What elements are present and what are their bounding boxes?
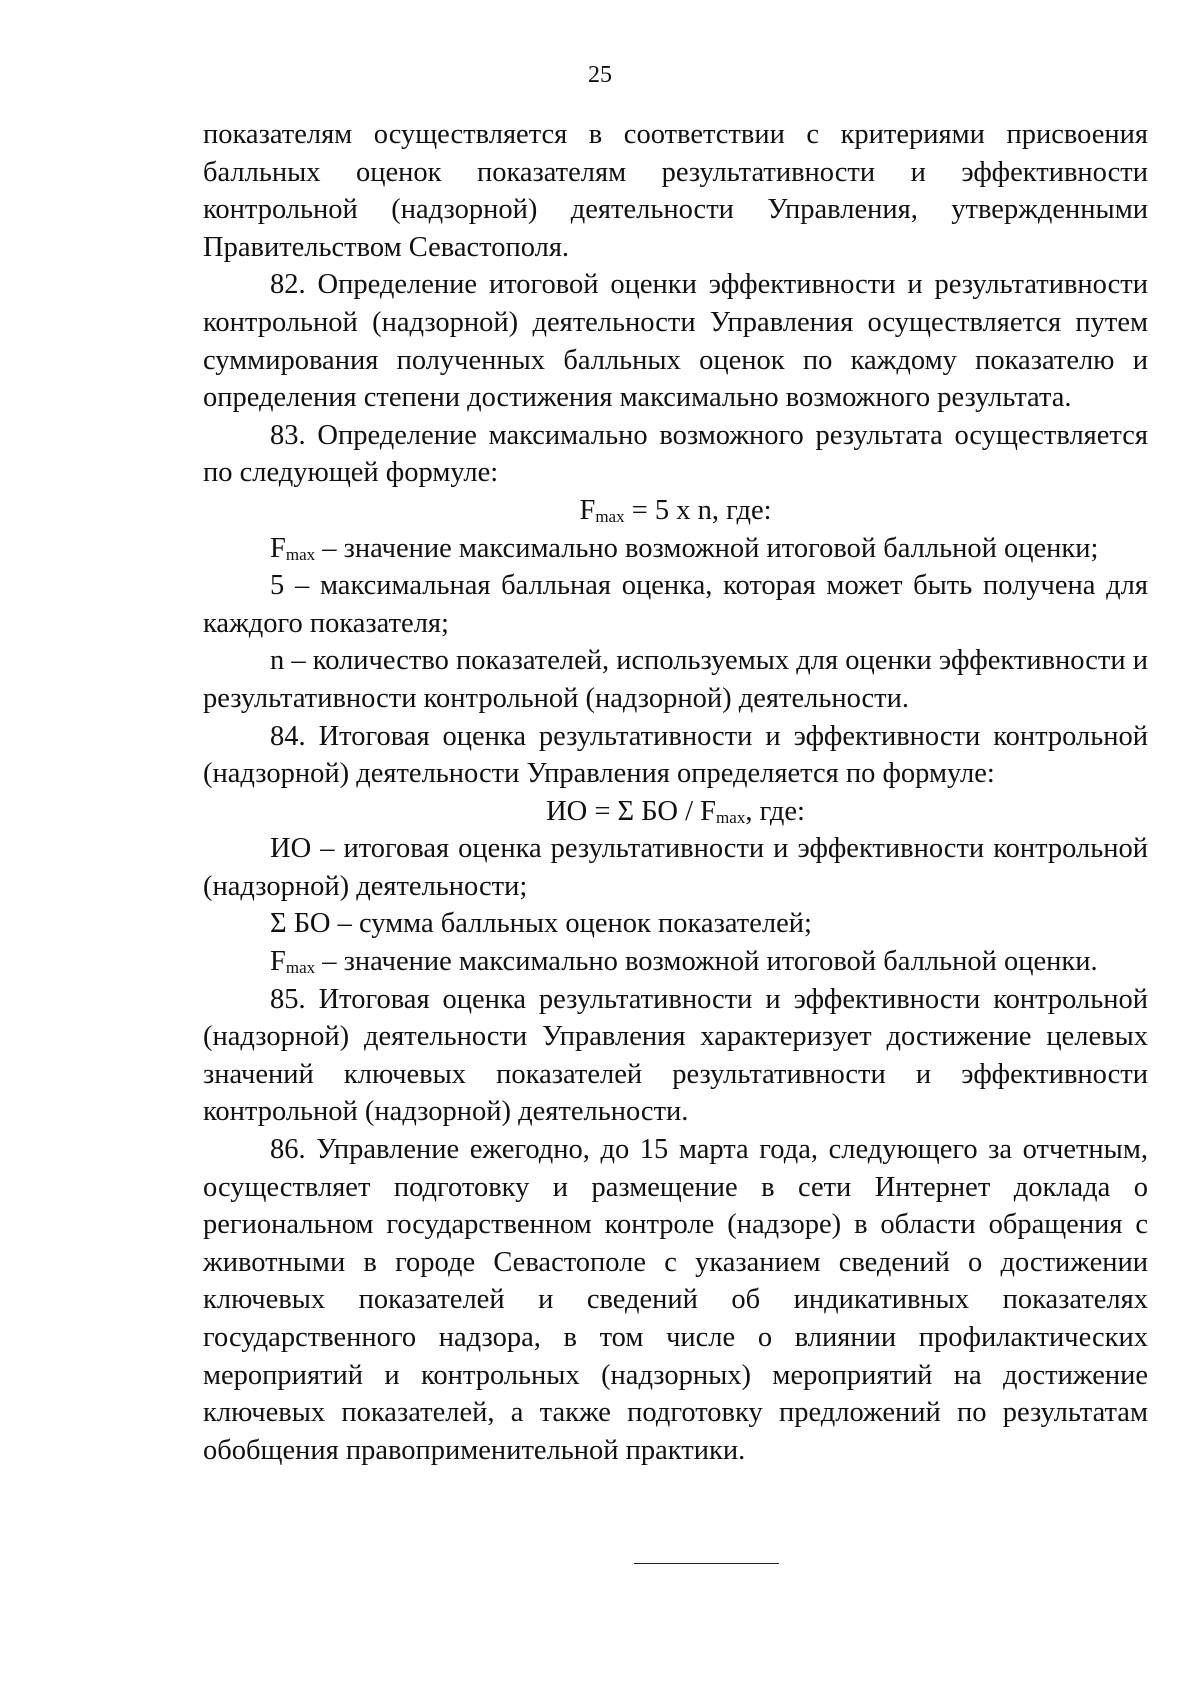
definition-fmax-2 <box>203 943 1148 981</box>
formula-fmax-rhs: = 5 x n, где: <box>624 494 772 526</box>
formula-io-tail: , где: <box>745 795 805 827</box>
formula-fmax-symbol: F <box>579 494 596 526</box>
definition-fmax-text: – значение максимально возможной итоговой балльной оценки; <box>315 532 1099 564</box>
definition-fmax-symbol: F <box>270 532 286 564</box>
formula-io <box>203 793 1148 831</box>
definition-fmax-2-text: – значение максимально возможной итоговой балльной оценки. <box>315 946 1098 978</box>
document-body <box>203 116 1148 1469</box>
definition-fmax <box>203 530 1148 568</box>
definition-n: n – количество показателей, используемых для оценки эффективности и результативности контрольной (надзорной) деятельности. <box>203 645 1148 714</box>
page-number: 25 <box>588 62 612 88</box>
definition-sum-bo: Σ БО – сумма балльных оценок показателей; <box>270 908 812 940</box>
paragraph-85: 85. Итоговая оценка результативности и эффективности контрольной (надзорной) деятельности Управления характеризует достижение целевых значений ключевых показателей результативности и эффективности контрольной (надзорной) деятельности. <box>203 983 1148 1128</box>
paragraph-86: 86. Управление ежегодно, до 15 марта года, следующего за отчетным, осуществляет подготовку и размещение в сети Интернет доклада о региональном государственном контроле (надзоре) в области обращения с животными в городе Севастополе с указанием сведений о достижении ключевых показателей и сведений об индикативных показателях государственного надзора, в том числе о влиянии профилактических мероприятий и контрольных (надзорных) мероприятий на достижение ключевых показателей, а также подготовку предложений по результатам обобщения правоприменительной практики. <box>203 1134 1148 1466</box>
paragraph-84: 84. Итоговая оценка результативности и эффективности контрольной (надзорной) деятельности Управления определяется по формуле: <box>203 720 1148 790</box>
formula-fmax-subscript: max <box>595 506 625 526</box>
definition-io: ИО – итоговая оценка результативности и эффективности контрольной (надзорной) деятельности; <box>203 833 1148 902</box>
definition-fmax-2-symbol: F <box>270 946 286 978</box>
paragraph-83: 83. Определение максимально возможного результата осуществляется по следующей формуле: <box>203 419 1148 489</box>
formula-fmax <box>203 492 1148 530</box>
formula-io-subscript: max <box>716 807 746 827</box>
formula-io-lhs: ИО = Σ БО / F <box>546 795 717 827</box>
definition-fmax-2-subscript: max <box>285 958 316 978</box>
definition-five: 5 – максимальная балльная оценка, которая может быть получена для каждого показателя; <box>203 570 1148 639</box>
end-of-document-rule <box>634 1563 779 1564</box>
paragraph-82: 82. Определение итоговой оценки эффективности и результативности контрольной (надзорной) деятельности Управления осуществляется путем суммирования полученных балльных оценок по каждому показателю и определения степени достижения максимально возможного результата. <box>203 269 1148 414</box>
definition-fmax-subscript: max <box>285 544 316 564</box>
paragraph-81-continuation: показателям осуществляется в соответствии с критериями присвоения балльных оценок показателям результативности и эффективности контрольной (надзорной) деятельности Управления, утвержденными Правительством Севастополя. <box>203 119 1148 263</box>
